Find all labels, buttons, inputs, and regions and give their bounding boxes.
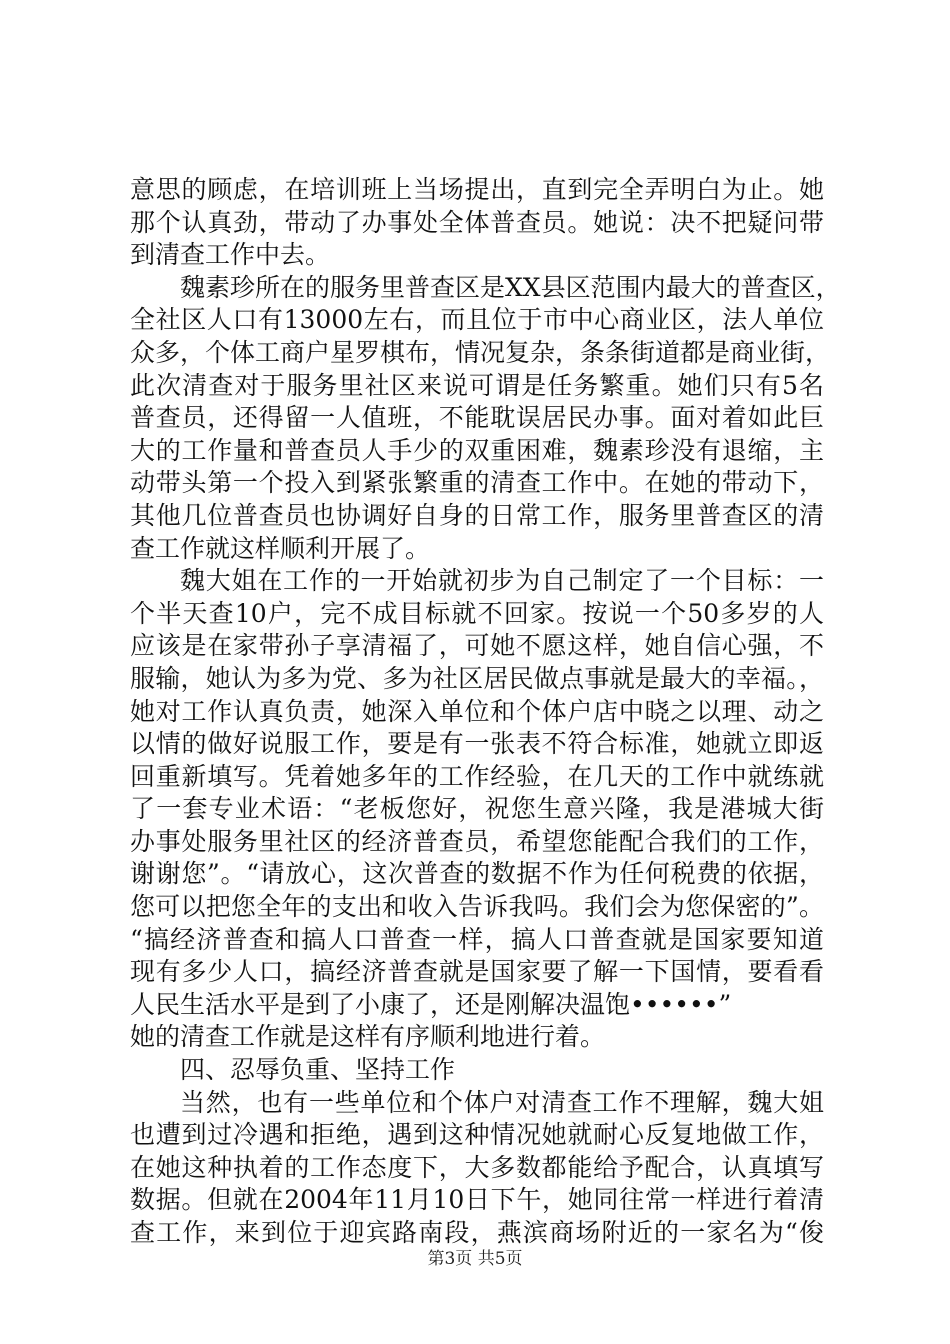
text-line: 她的清查工作就是这样有序顺利地进行着。 [130, 1022, 606, 1052]
paragraph-first-line: 魏素珍所在的服务里普查区是XX县区范围内最大的普查区， [180, 272, 841, 302]
text-line: 其他几位普查员也协调好自身的日常工作，服务里普查区的清 [130, 500, 824, 530]
page-number-footer: 第3页 共5页 [427, 1249, 523, 1269]
text-line: 了一套专业术语：“老板您好，祝您生意兴隆，我是港城大街 [130, 794, 824, 824]
paragraph-first-line: 当然，也有一些单位和个体户对清查工作不理解，魏大姐 [180, 1087, 824, 1117]
text-line: 大的工作量和普查员人手少的双重困难，魏素珍没有退缩，主 [130, 435, 824, 465]
text-line: 您可以把您全年的支出和收入告诉我吗。我们会为您保密的”。 [130, 892, 824, 922]
text-line: 办事处服务里社区的经济普查员，希望您能配合我们的工作， [130, 826, 824, 856]
text-line: 回重新填写。凭着她多年的工作经验，在几天的工作中就练就 [130, 761, 824, 791]
text-line: 普查员，还得留一人值班，不能耽误居民办事。面对着如此巨 [130, 403, 824, 433]
paragraph-first-line: 魏大姐在工作的一开始就初步为自己制定了一个目标：一 [180, 566, 824, 596]
text-line: 意思的顾虑，在培训班上当场提出，直到完全弄明白为止。她 [130, 175, 824, 204]
text-line: 现有多少人口，搞经济普查就是国家要了解一下国情，要看看 [130, 957, 824, 987]
text-line: 她对工作认真负责，她深入单位和个体户店中晓之以理、动之 [130, 696, 824, 726]
text-line: 查工作就这样顺利开展了。 [130, 533, 431, 563]
document-body [130, 174, 841, 1250]
section-heading: 四、忍辱负重、坚持工作 [180, 1055, 456, 1085]
text-line: 服输，她认为多为党、多为社区居民做点事就是最大的幸福。， [130, 663, 824, 693]
text-line: 人民生活水平是到了小康了，还是刚解决温饱••••••” [130, 989, 732, 1019]
text-line: 动带头第一个投入到紧张繁重的清查工作中。在她的带动下， [130, 468, 824, 498]
text-line: 个半天查10户，完不成目标就不回家。按说一个50多岁的人 [130, 598, 824, 628]
text-line: 谢谢您”。“请放心，这次普查的数据不作为任何税费的依据， [130, 859, 824, 889]
text-line: 在她这种执着的工作态度下，大多数都能给予配合，认真填写 [130, 1152, 824, 1182]
text-line: 应该是在家带孙子享清福了，可她不愿这样，她自信心强，不 [130, 631, 824, 661]
text-line: “搞经济普查和搞人口普查一样，搞人口普查就是国家要知道 [130, 924, 824, 954]
text-line: 众多，个体工商户星罗棋布，情况复杂，条条街道都是商业街， [130, 337, 831, 367]
text-line: 那个认真劲，带动了办事处全体普查员。她说：决不把疑问带 [130, 207, 824, 237]
text-line: 数据。但就在2004年11月10日下午，她同往常一样进行着清 [130, 1185, 824, 1215]
text-line: 全社区人口有13000左右，而且位于市中心商业区，法人单位 [130, 305, 824, 335]
text-line: 也遭到过冷遇和拒绝，遇到这种情况她就耐心反复地做工作， [130, 1120, 824, 1150]
text-line: 查工作，来到位于迎宾路南段，燕滨商场附近的一家名为“俊 [130, 1218, 824, 1247]
text-line: 以情的做好说服工作，要是有一张表不符合标准，她就立即返 [130, 729, 824, 759]
text-line: 到清查工作中去。 [130, 240, 331, 270]
text-line: 此次清查对于服务里社区来说可谓是任务繁重。她们只有5名 [130, 370, 824, 400]
